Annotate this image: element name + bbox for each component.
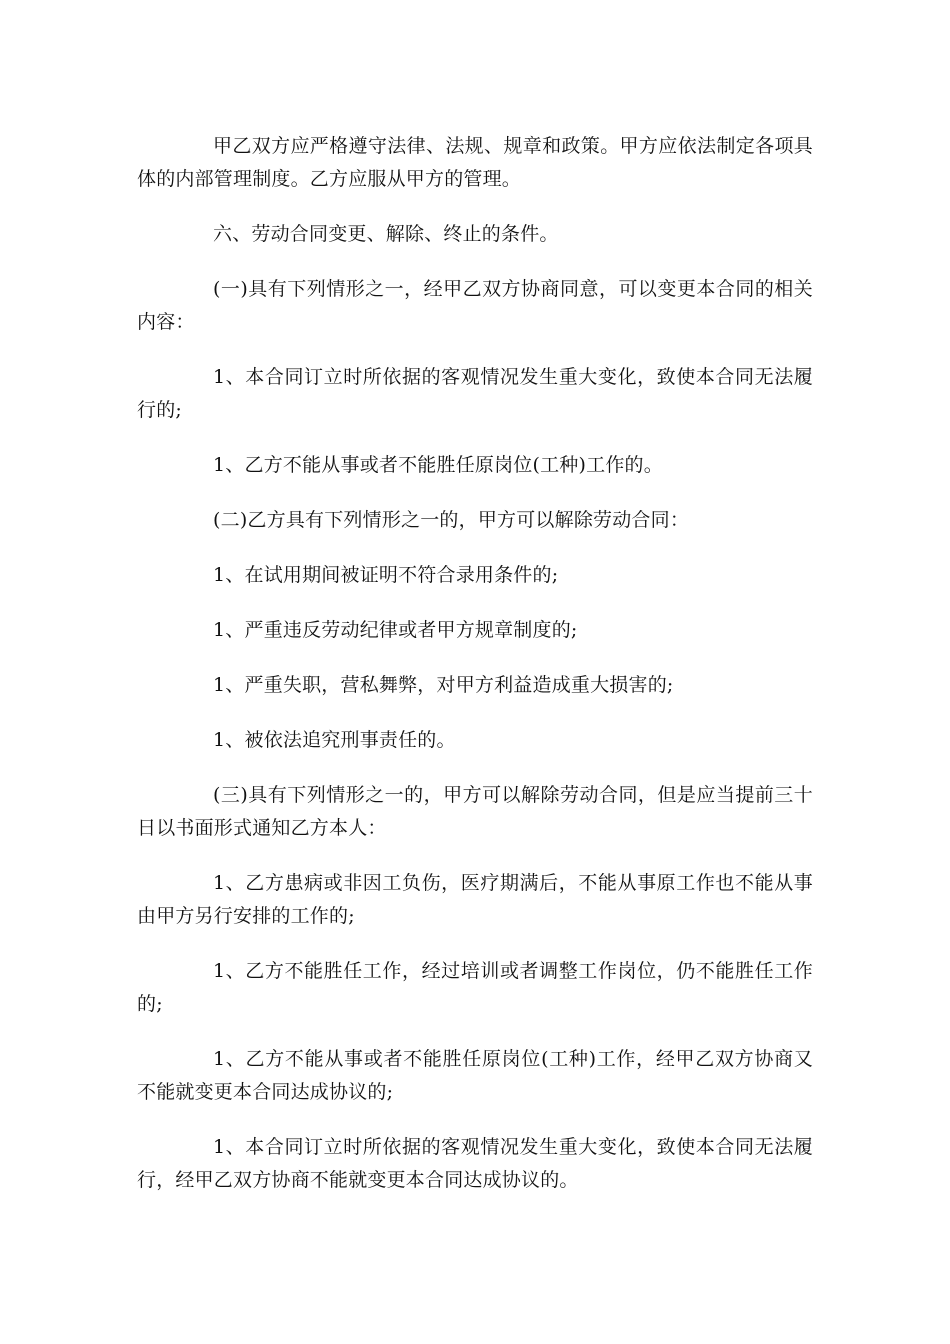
list-item: 1、被依法追究刑事责任的。 [213, 729, 456, 751]
list-item: 1、乙方不能胜任工作，经过培训或者调整工作岗位，仍不能胜任工作的; [137, 960, 813, 1015]
list-item: 1、乙方不能从事或者不能胜任原岗位(工种)工作的。 [213, 454, 663, 476]
section-heading-6: 六、劳动合同变更、解除、终止的条件。 [213, 223, 559, 245]
list-item: 1、本合同订立时所依据的客观情况发生重大变化，致使本合同无法履行，经甲乙双方协商不能就变更本合同达成协议的。 [137, 1136, 813, 1191]
clause-3-intro: (三)具有下列情形之一的，甲方可以解除劳动合同，但是应当提前三十日以书面形式通知乙方本人： [137, 784, 813, 839]
list-item: 1、在试用期间被证明不符合录用条件的; [213, 564, 559, 586]
clause-1-intro: (一)具有下列情形之一，经甲乙双方协商同意，可以变更本合同的相关内容： [137, 278, 813, 333]
list-item: 1、乙方患病或非因工负伤，医疗期满后，不能从事原工作也不能从事由甲方另行安排的工作的; [137, 872, 813, 927]
list-item: 1、严重失职，营私舞弊，对甲方利益造成重大损害的; [213, 674, 674, 696]
clause-2-intro: (二)乙方具有下列情形之一的，甲方可以解除劳动合同： [213, 509, 690, 531]
list-item: 1、严重违反劳动纪律或者甲方规章制度的; [213, 619, 578, 641]
document-page [137, 130, 813, 1219]
list-item: 1、乙方不能从事或者不能胜任原岗位(工种)工作，经甲乙双方协商又不能就变更本合同达成协议的; [137, 1048, 813, 1103]
paragraph-compliance: 甲乙双方应严格遵守法律、法规、规章和政策。甲方应依法制定各项具体的内部管理制度。乙方应服从甲方的管理。 [137, 135, 813, 190]
list-item: 1、本合同订立时所依据的客观情况发生重大变化，致使本合同无法履行的; [137, 366, 813, 421]
